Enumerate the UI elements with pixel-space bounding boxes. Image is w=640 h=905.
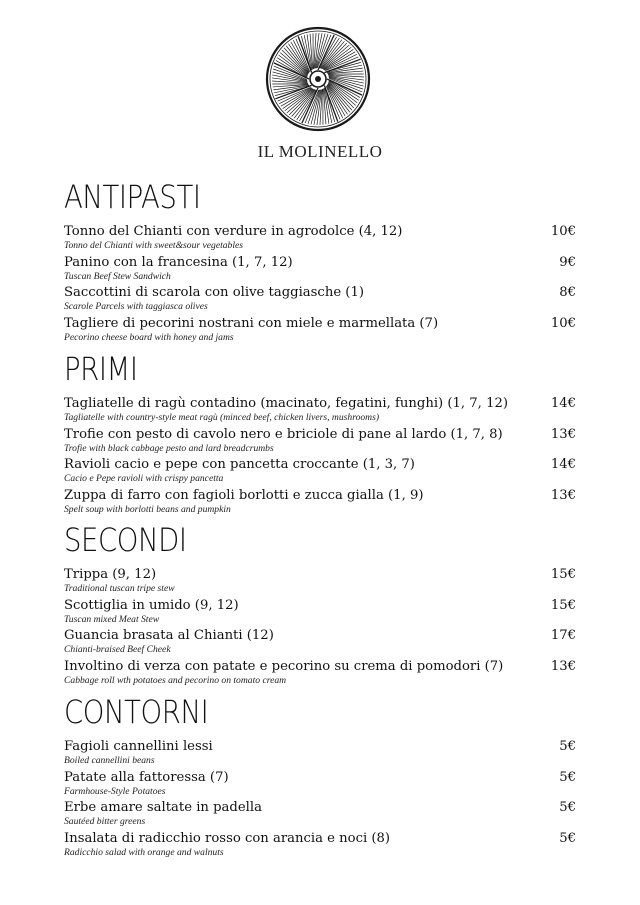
dish-price: 5€ [559,800,576,815]
dish-translation: Trofie with black cabbage pesto and lard breadcrumbs [64,442,274,454]
menu-item [64,800,576,831]
dish-price: 14€ [550,396,576,411]
dish-translation: Chianti-braised Beef Cheek [64,644,171,655]
menu-item [64,598,576,629]
dish-price: 15€ [550,567,576,582]
dish-name: Ravioli cacio e pepe con pancetta croccante (1, 3, 7) [64,457,415,472]
menu-item [64,427,576,458]
menu-item [64,255,576,286]
menu-item [64,224,576,255]
millstone-logo-icon [265,26,371,132]
dish-price: 8€ [559,285,576,300]
dish-name: Erbe amare saltate in padella [64,800,262,815]
dish-translation: Tonno del Chianti with sweet&sour vegetables [64,240,243,251]
dish-translation: Spelt soup with borlotti beans and pumpkin [64,503,231,515]
dish-name: Fagioli cannellini lessi [64,739,213,754]
menu-item-list [64,739,576,861]
menu-item-list [64,396,576,518]
dish-name: Involtino di verza con patate e pecorino su crema di pomodori (7) [64,658,504,674]
menu-item [64,488,576,519]
dish-name: Panino con la francesina (1, 7, 12) [64,254,293,270]
dish-translation: Cacio e Pepe ravioli with crispy pancetta [64,473,224,484]
dish-price: 9€ [559,254,576,270]
section-title: CONTORNI [64,693,209,731]
dish-name: Tagliere di pecorini nostrani con miele e marmellata (7) [64,315,439,331]
dish-price: 5€ [559,830,576,846]
dish-name: Patate alla fattoressa (7) [64,769,229,785]
dish-translation: Traditional tuscan tripe stew [64,583,175,594]
menu-item [64,457,576,488]
dish-name: Guancia brasata al Chianti (12) [64,628,274,643]
dish-translation: Pecorino cheese board with honey and jams [64,331,234,343]
dish-price: 14€ [550,457,576,472]
dish-translation: Sautéed bitter greens [64,816,146,827]
menu-item [64,567,576,598]
dish-translation: Boiled cannellini beans [64,755,155,766]
menu-item [64,831,576,862]
dish-translation: Radicchio salad with orange and walnuts [64,846,224,858]
dish-price: 5€ [559,769,576,785]
dish-translation: Farmhouse-Style Potatoes [64,785,166,797]
dish-name: Trofie con pesto di cavolo nero e briciole di pane al lardo (1, 7, 8) [64,426,503,442]
dish-price: 10€ [550,224,576,239]
menu-item [64,770,576,801]
dish-translation: Cabbage roll wth potatoes and pecorino on tomato cream [64,674,287,686]
dish-price: 15€ [550,597,576,613]
dish-translation: Tuscan mixed Meat Stew [64,613,160,625]
dish-name: Scottiglia in umido (9, 12) [64,597,239,613]
dish-translation: Tagliatelle with country-style meat ragù (minced beef, chicken livers, mushrooms) [64,412,380,423]
menu-item [64,316,576,347]
dish-translation: Scarole Parcels with taggiasca olives [64,301,208,312]
menu-item [64,739,576,770]
dish-price: 10€ [550,315,576,331]
section-title: ANTIPASTI [64,178,201,216]
menu-item [64,285,576,316]
dish-name: Tonno del Chianti con verdure in agrodolce (4, 12) [64,224,403,239]
dish-price: 13€ [550,658,576,674]
dish-price: 5€ [559,739,576,754]
dish-price: 17€ [550,628,576,643]
menu-section-secondi [64,523,576,689]
menu-section-primi [64,352,576,518]
dish-translation: Tuscan Beef Stew Sandwich [64,270,171,282]
menu-section-contorni [64,695,576,861]
menu-item [64,628,576,659]
section-title: SECONDI [64,521,187,559]
menu-item-list [64,224,576,346]
menu-item [64,659,576,690]
dish-price: 13€ [550,426,576,442]
menu-section-antipasti [64,180,576,346]
menu-item-list [64,567,576,689]
dish-name: Zuppa di farro con fagioli borlotti e zucca gialla (1, 9) [64,487,424,503]
menu-item [64,396,576,427]
restaurant-name: IL MOLINELLO [257,142,383,161]
dish-name: Insalata di radicchio rosso con arancia e noci (8) [64,830,391,846]
dish-name: Trippa (9, 12) [64,567,157,582]
dish-name: Saccottini di scarola con olive taggiasche (1) [64,285,364,300]
section-title: PRIMI [64,350,138,388]
dish-name: Tagliatelle di ragù contadino (macinato, fegatini, funghi) (1, 7, 12) [64,396,508,411]
dish-price: 13€ [550,487,576,503]
